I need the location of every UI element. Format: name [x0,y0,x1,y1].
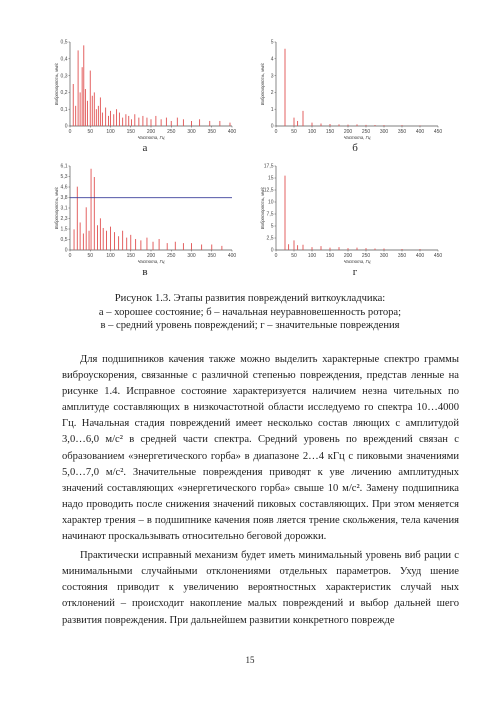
y-axis-title: Виброскорость, мм/с [54,186,59,230]
text-line: ляющих с амплитудой 3,0…6,0 м/с² в средней части спектра. Средний уровень по [62,418,459,446]
y-tick-label: 0,2 [60,90,68,97]
panel-letter-a: а [142,142,148,154]
x-tick-label: 100 [106,253,115,259]
x-tick-label: 300 [187,253,196,259]
y-tick-label: 1 [270,106,274,113]
x-tick-label: 450 [433,253,443,259]
x-tick-label: 350 [207,129,216,135]
caption-line: в – средний уровень повреждений; г – значительные повреждения [100,320,400,331]
figure-caption [60,292,440,333]
x-tick-label: 250 [167,129,176,135]
y-tick-label: 5 [270,223,274,230]
text-line: беговой дорожки. [246,531,327,543]
x-tick-label: 400 [227,253,237,259]
chart-a [52,38,242,140]
x-tick-label: 150 [126,253,135,259]
text-line: ных отклонений – происходит накопление малых повреждений и выбор дальней [62,582,459,610]
y-tick-label: 0,3 [60,73,68,80]
x-tick-label: 350 [207,253,216,259]
y-tick-label: 3,1 [60,205,68,212]
x-tick-label: 250 [167,253,176,259]
panel-letter-b: б [352,142,358,154]
y-tick-label: 3,8 [60,195,68,202]
x-tick-label: 450 [433,129,443,135]
caption-line: а – хорошее состояние; б – начальная неуравновешенность ротора; [98,306,402,318]
x-tick-label: 100 [307,129,317,135]
y-axis-title: Виброскорость, мм/с [260,62,265,106]
x-axis-title: Частота, Гц [343,259,371,264]
x-tick-label: 250 [361,253,371,259]
x-tick-label: 400 [415,253,425,259]
x-tick-label: 300 [379,253,389,259]
paragraph [62,352,459,545]
text-line: граммы виброускорения, связанные с различной степенью повреждения, представ [62,354,459,382]
y-tick-label: 1,5 [60,226,68,233]
y-tick-label: 2,5 [266,235,274,242]
page-number: 15 [245,655,255,665]
text-line: составляющих. При этом меняется характер трения – в подшипнике качения появ [62,498,459,526]
y-tick-label: 17,5 [263,163,274,170]
text-line: шение состояния приводит к увеличению вероятностных характеристик случай [62,566,459,594]
caption-line: Рисунок 1.3. Этапы развития повреждений виткоукладчика: [114,293,386,304]
text-line: го спектра 10…4000 Гц. Начальная стадия повреждений имеет несколько состав [62,402,460,430]
y-tick-label: 0,5 [60,237,68,244]
y-tick-label: 2,3 [60,216,68,223]
x-tick-label: 0 [68,253,72,259]
x-tick-label: 150 [325,253,335,259]
panel-letter-v: в [142,266,148,278]
x-tick-label: 50 [291,129,297,135]
y-tick-label: 15 [267,175,274,182]
x-tick-label: 250 [361,129,371,135]
y-tick-label: 12,5 [263,187,274,194]
x-tick-label: 100 [106,129,115,135]
x-tick-label: 200 [343,129,353,135]
y-tick-label: 0,5 [60,39,68,46]
y-tick-label: 4 [270,56,274,63]
x-tick-label: 350 [397,129,407,135]
chart-panel-b [258,38,448,140]
x-tick-label: 350 [397,253,407,259]
text-line: Для подшипников качения также можно выделить характерные спектро [80,354,420,365]
y-tick-label: 5,3 [60,174,68,181]
x-tick-label: 100 [307,253,317,259]
chart-panel-a [52,38,242,140]
text-line: ленные на рисунке 1.4. Исправное состояние характеризуется наличием незна [62,370,460,398]
y-tick-label: 2 [270,90,274,97]
y-tick-label: 6,1 [60,163,68,170]
x-tick-label: 300 [187,129,196,135]
chart-g [258,162,448,264]
y-tick-label: 3 [270,73,274,80]
text-line: вреждений связан с образованием «энергетического горба» в диапазоне 2…4 кГц [62,434,459,462]
text-line: рации с минимальными случайными отклонениями отдельных параметров. Ухуд [62,550,460,578]
x-tick-label: 200 [343,253,353,259]
y-tick-label: 0 [270,247,274,254]
text-line: ляется трение скольжения, тела качения начинают проскальзывать относительно [62,514,459,543]
x-tick-label: 150 [325,129,335,135]
x-tick-label: 200 [146,129,156,135]
x-axis-title: Частота, Гц [137,135,165,140]
y-tick-label: 0,4 [60,56,68,63]
x-tick-label: 400 [227,129,237,135]
text-line: с пиковыми значениями 5,0…7,0 м/с². Значительные повреждения приводят к уве [62,450,460,478]
text-line: 10 м/с². Замену подшипника надо проводить после снижения значений пиковых [62,482,460,510]
chart-panel-g [258,162,448,264]
text-line: чительных по амплитуде составляющих в низкочастотной области исследуемо [62,386,460,414]
x-axis-title: Частота, Гц [137,259,165,264]
x-tick-label: 0 [274,253,278,259]
y-tick-label: 10 [267,199,274,206]
x-tick-label: 0 [68,129,72,135]
x-tick-label: 300 [379,129,389,135]
text-line: шего развития повреждения. При дальнейшем развитии конкретного поврежде [62,598,459,626]
y-tick-label: 0 [64,123,68,130]
paragraph [62,548,459,628]
text-line: Практически исправный механизм будет иметь минимальный уровень виб [80,550,421,562]
x-tick-label: 50 [87,129,94,135]
chart-b [258,38,448,140]
x-tick-label: 50 [291,253,297,259]
panel-letter-g: г [352,266,358,278]
y-tick-label: 7,5 [266,211,274,218]
y-tick-label: 5 [270,39,274,46]
x-tick-label: 400 [415,129,425,135]
y-tick-label: 0 [270,123,274,130]
x-tick-label: 200 [146,253,156,259]
x-tick-label: 150 [126,129,135,135]
y-tick-label: 4,6 [60,184,68,191]
y-tick-label: 0 [64,247,68,254]
y-axis-title: Виброскорость, мм/с [54,62,59,106]
x-tick-label: 50 [87,253,94,259]
y-axis-title: Виброскорость, мм/с [260,186,265,230]
x-axis-title: Частота, Гц [343,135,371,140]
chart-v [52,162,242,264]
chart-panel-v [52,162,242,264]
y-tick-label: 0,1 [60,106,68,113]
x-tick-label: 0 [274,129,278,135]
text-line: личению амплитудных значений составляющих «энергетического горба» свыше [62,466,459,494]
body-text [62,352,459,629]
